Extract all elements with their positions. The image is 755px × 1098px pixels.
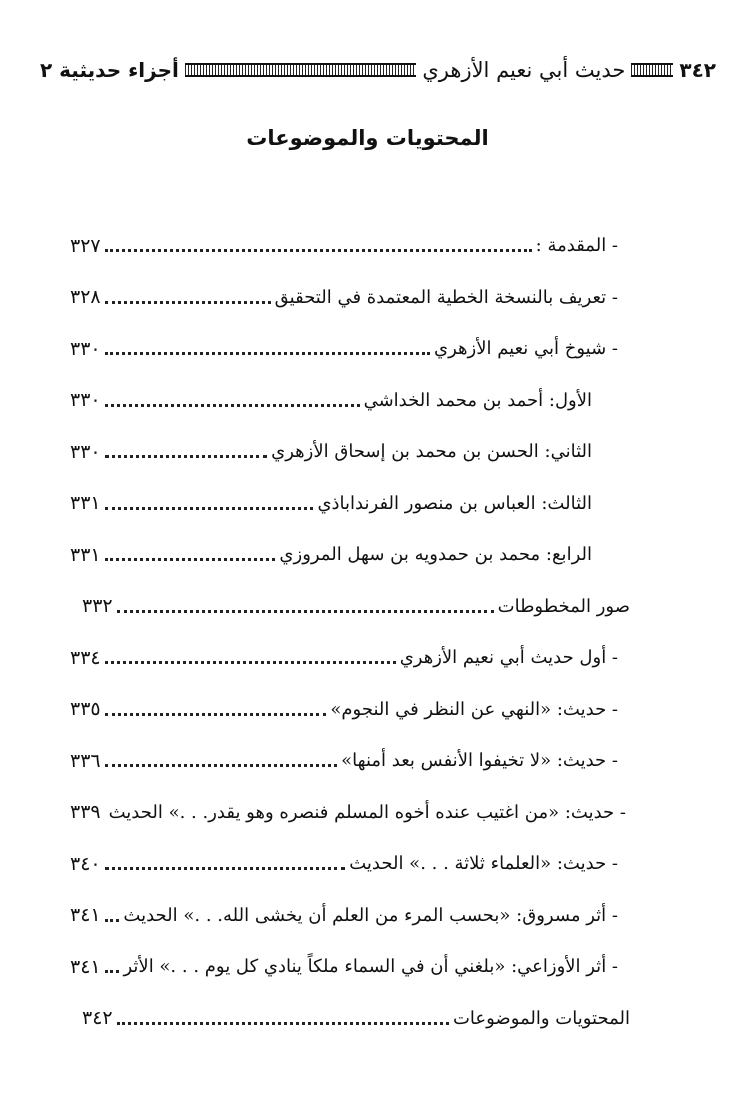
toc-page-number: ٣٣١ (70, 543, 101, 566)
toc-page-number: ٣٣٦ (70, 749, 101, 772)
toc-entry (70, 272, 618, 324)
toc-page-number: ٣٣٤ (70, 646, 101, 669)
toc-entry (70, 478, 618, 530)
toc-entry-title: - أول حديث أبي نعيم الأزهري (399, 647, 618, 669)
toc-entry-title: صور المخطوطات (497, 595, 630, 617)
toc-leader-dots (105, 558, 276, 561)
toc-leader-dots (105, 455, 268, 458)
toc-entry-title: الأول: أحمد بن محمد الخداشي (363, 389, 592, 411)
toc-page-number: ٣٣٩ (70, 801, 101, 824)
header-rule (185, 63, 416, 77)
toc-page-number: ٣٣١ (70, 492, 101, 515)
toc-leader-dots (105, 764, 338, 767)
page-title: المحتويات والموضوعات (246, 126, 489, 150)
toc-page-number: ٣٣٠ (70, 337, 101, 360)
toc-leader-dots (105, 301, 271, 304)
toc-entry (70, 529, 618, 581)
toc-entry-title: - شيوخ أبي نعيم الأزهري (434, 338, 618, 360)
toc-page-number: ٣٤٠ (70, 852, 101, 875)
toc-entry-title: - المقدمة : (535, 235, 618, 257)
toc-leader-dots (117, 1022, 449, 1025)
toc-entry (82, 581, 630, 633)
toc-page-number: ٣٢٨ (70, 286, 101, 309)
toc-page-number: ٣٣٢ (82, 595, 113, 618)
toc-page-number: ٣٣٠ (70, 440, 101, 463)
toc-entry-title: المحتويات والموضوعات (452, 1007, 630, 1029)
toc-entry (70, 426, 618, 478)
toc-entry (70, 787, 626, 839)
toc-page-number: ٣٣٠ (70, 389, 101, 412)
toc-leader-dots (105, 970, 120, 973)
header-page-number: ٣٤٢ (679, 58, 716, 82)
toc-page-number: ٣٢٧ (70, 234, 101, 257)
table-of-contents (70, 220, 630, 1044)
toc-entry-title: - تعريف بالنسخة الخطية المعتمدة في التحقيق (274, 286, 618, 308)
toc-page-number: ٣٤١ (70, 955, 101, 978)
toc-leader-dots (105, 404, 360, 407)
toc-entry (70, 632, 618, 684)
toc-entry-title: - حديث: «لا تخيفوا الأنفس بعد أمنها» (341, 750, 618, 772)
toc-entry (70, 323, 618, 375)
toc-entry-title: - أثر مسروق: «بحسب المرء من العلم أن يخشى الله. . .» الحديث (123, 904, 618, 926)
toc-entry (70, 735, 618, 787)
toc-page-number: ٣٤٢ (82, 1007, 113, 1030)
toc-leader-dots (105, 661, 396, 664)
running-header (40, 52, 716, 88)
toc-leader-dots (105, 507, 314, 510)
toc-leader-dots (117, 610, 494, 613)
toc-entry (70, 220, 618, 272)
toc-entry (70, 375, 618, 427)
toc-entry-title: - حديث: «النهي عن النظر في النجوم» (330, 698, 618, 720)
toc-leader-dots (105, 713, 327, 716)
toc-entry-title: الثاني: الحسن بن محمد بن إسحاق الأزهري (271, 441, 592, 463)
toc-entry (70, 941, 618, 993)
toc-entry (70, 838, 618, 890)
toc-leader-dots (105, 249, 532, 252)
toc-entry-title: الثالث: العباس بن منصور الفرنداباذي (317, 492, 592, 514)
toc-leader-dots (105, 352, 430, 355)
toc-entry (82, 993, 630, 1045)
toc-entry (70, 890, 618, 942)
toc-entry-title: - أثر الأوزاعي: «بلغني أن في السماء ملكاً ينادي كل يوم . . .» الأثر (123, 956, 618, 978)
header-book-title: حديث أبي نعيم الأزهري (422, 58, 626, 82)
toc-entry (70, 684, 618, 736)
header-series-title: أجزاء حديثية ٢ (40, 58, 179, 82)
toc-leader-dots (105, 867, 346, 870)
toc-entry-title: الرابع: محمد بن حمدويه بن سهل المروزي (279, 544, 592, 566)
toc-leader-dots (105, 919, 120, 922)
toc-entry-title: - حديث: «العلماء ثلاثة . . .» الحديث (349, 853, 618, 875)
toc-entry-title: - حديث: «من اغتيب عنده أخوه المسلم فنصره وهو يقدر. . .» الحديث (108, 801, 626, 823)
toc-page-number: ٣٤١ (70, 904, 101, 927)
header-rule (631, 63, 673, 77)
toc-page-number: ٣٣٥ (70, 698, 101, 721)
